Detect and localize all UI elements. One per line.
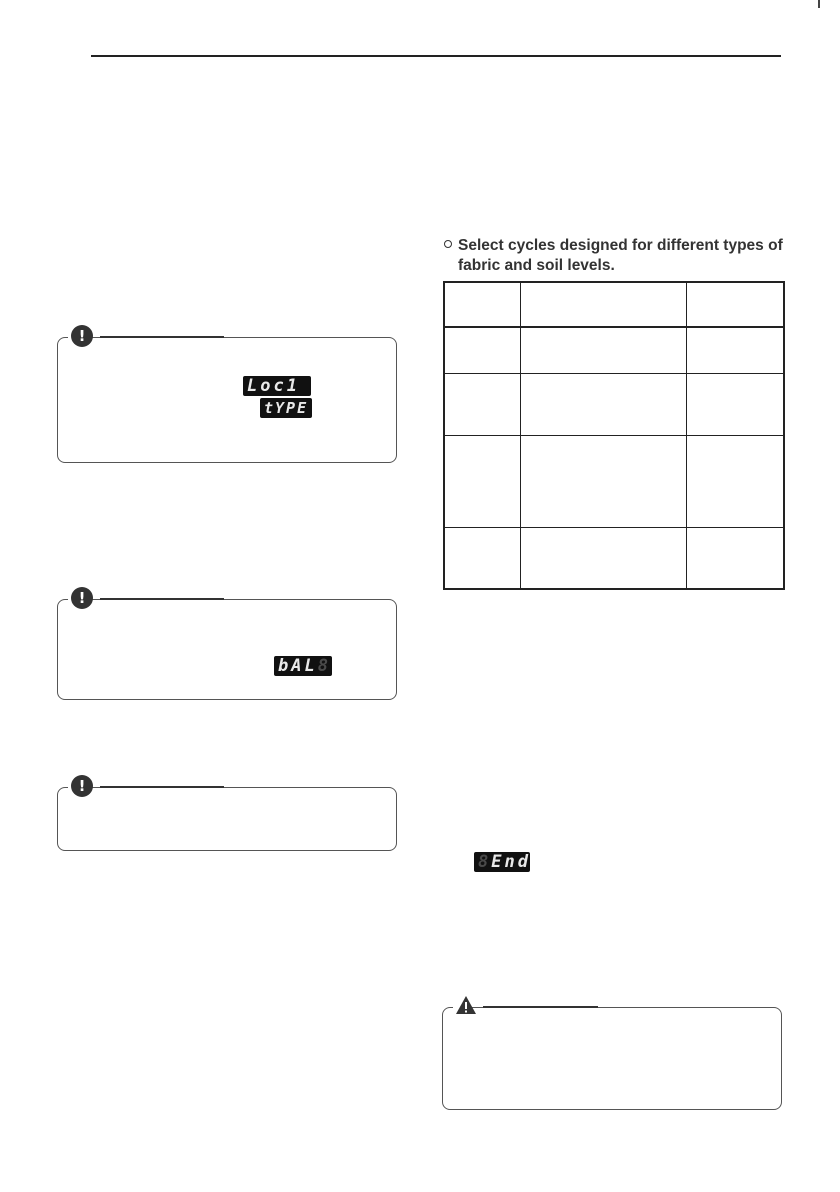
table-row (444, 373, 784, 435)
lcd-end-dim: 8 (478, 852, 492, 872)
lcd-type-text: tYPE (264, 399, 309, 417)
table-row (444, 327, 784, 373)
table-cell (520, 527, 686, 589)
table-cell (520, 327, 686, 373)
lcd-balance-dim: 8 (317, 656, 331, 676)
warning-triangle-icon (455, 995, 477, 1015)
lcd-lock-code (243, 376, 311, 396)
table-cell (444, 527, 520, 589)
lcd-end-code (474, 852, 530, 872)
note-box-balance (57, 589, 397, 700)
header-rule (91, 55, 781, 57)
exclamation-icon: ! (71, 587, 93, 609)
note-box-lock (57, 327, 397, 463)
table-cell (686, 282, 784, 327)
lcd-type-code (260, 398, 312, 418)
table-cell (520, 435, 686, 527)
table-cell (444, 373, 520, 435)
lcd-lock-text: Loc1 (247, 376, 300, 396)
note-divider (100, 336, 224, 338)
table-cell (444, 282, 520, 327)
note-box-general (57, 777, 397, 851)
intro-bullet-text: Select cycles designed for different types of fabric and soil levels. (458, 237, 783, 274)
table-cell (686, 327, 784, 373)
table-cell (520, 282, 686, 327)
lcd-balance-code (274, 656, 332, 676)
page-corner-mark (818, 0, 832, 8)
cycle-table (443, 281, 785, 590)
table-cell (520, 373, 686, 435)
note-divider (100, 598, 224, 600)
table-cell (444, 327, 520, 373)
lcd-end-text: End (491, 852, 531, 872)
exclamation-icon: ! (71, 775, 93, 797)
table-row (444, 527, 784, 589)
bullet-marker (444, 240, 452, 248)
warning-divider (483, 1006, 598, 1008)
table-cell (686, 527, 784, 589)
table-header-row (444, 282, 784, 327)
table-cell (686, 373, 784, 435)
table-cell (686, 435, 784, 527)
lcd-balance-text: bAL (278, 656, 318, 676)
exclamation-icon: ! (71, 325, 93, 347)
warning-box (442, 1007, 782, 1110)
table-cell (444, 435, 520, 527)
note-divider (100, 786, 224, 788)
table-row (444, 435, 784, 527)
